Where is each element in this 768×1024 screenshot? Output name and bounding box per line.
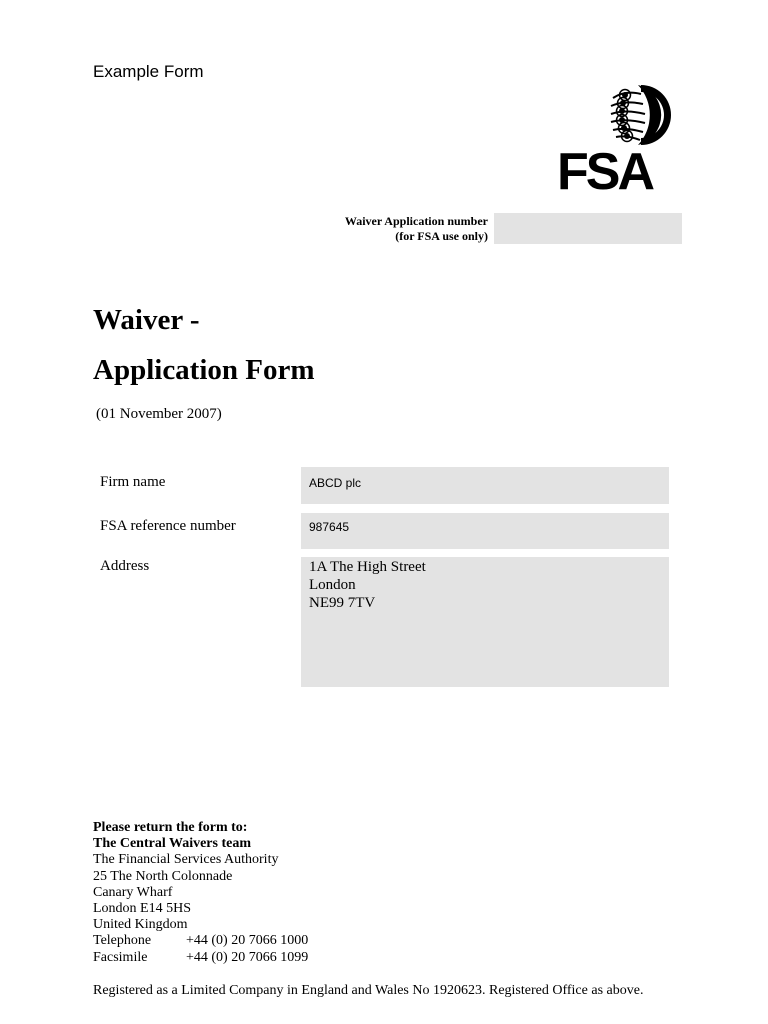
fsa-reference-label: FSA reference number [100, 518, 236, 534]
organisation-name: The Financial Services Authority [93, 852, 279, 868]
telephone-label: Telephone [93, 933, 152, 949]
form-date: (01 November 2007) [96, 406, 222, 422]
waiver-label-line2: (for FSA use only) [395, 229, 488, 243]
fax-label: Facsimile [93, 949, 148, 965]
telephone-number: +44 (0) 20 7066 1000 [186, 933, 309, 949]
waiver-application-number-label [300, 214, 488, 244]
fsa-logo-emblem [611, 85, 671, 145]
area-address: Canary Wharf [93, 884, 173, 900]
fsa-reference-field[interactable]: 987645 [301, 513, 669, 549]
form-title-line1: Waiver - [93, 304, 200, 336]
fax-row [93, 950, 308, 966]
firm-name-field[interactable]: ABCD plc [301, 467, 669, 504]
waiver-label-line1: Waiver Application number [344, 214, 488, 228]
form-title-line2: Application Form [93, 354, 315, 386]
firm-name-label: Firm name [100, 474, 166, 490]
address-line-1: 1A The High Street [309, 559, 426, 575]
street-address: 25 The North Colonnade [93, 868, 233, 884]
fsa-logo [553, 80, 683, 192]
telephone-row [93, 933, 308, 949]
fsa-logo-text: FSA [557, 143, 652, 192]
registration-notice: Registered as a Limited Company in England and Wales No 1920623. Registered Office as above. [93, 983, 644, 998]
country: United Kingdom [93, 917, 188, 933]
example-form-label: Example Form [93, 62, 204, 81]
return-instruction: Please return the form to: [93, 820, 248, 835]
address-line-3: NE99 7TV [309, 595, 376, 611]
address-line-2: London [309, 577, 356, 593]
waiver-application-number-field[interactable] [494, 213, 682, 244]
team-name: The Central Waivers team [93, 836, 251, 852]
fax-number: +44 (0) 20 7066 1099 [186, 949, 309, 965]
address-label: Address [100, 558, 150, 574]
city-postcode: London E14 5HS [93, 901, 191, 917]
address-field[interactable] [301, 557, 669, 687]
return-address-block [93, 820, 308, 966]
